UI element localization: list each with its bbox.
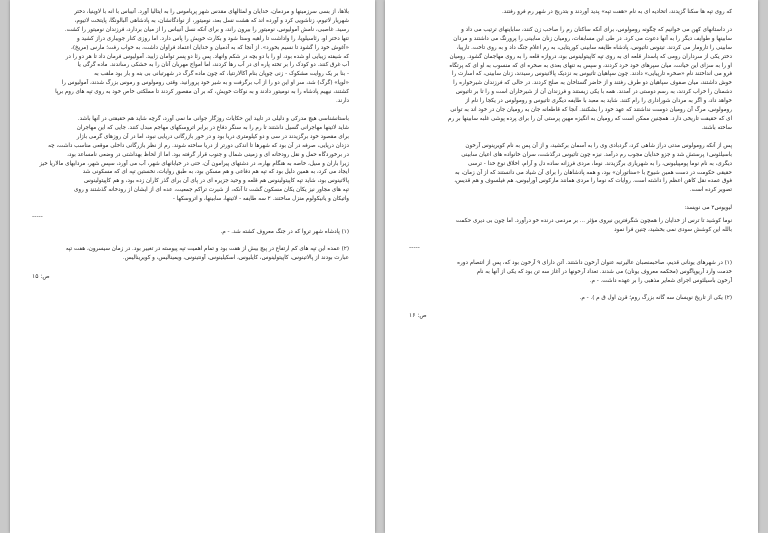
- text-line: رسید. غاصبی، نامش آمولیوس، نومیتور را بیرون راند، و برای آنکه نسل آنیباس را از میان بردارد، فرزندان نومیتور را کشت.: [64, 26, 349, 33]
- text-line: رومولوس، مرگ آن رومیان دوست نداشتند که عهد خود را بشکنند. آنجا که قاطعانه جان به رومیان جان در خود اند به توانی: [450, 107, 732, 114]
- text-line: دختر یکی از سرداران رومی که پاسدار قلعه ای به روی تپه کاپیتولینوس بود، دروازه قلعه را به روی مهاجمان گشود. رومیان: [449, 53, 732, 60]
- text-line: نوما کوشید تا ترس از خدایان را همچون شگرفترین نیروی مؤثر ... بر مردمی درنده خو درآورد. اما چون بی دیری حکمت: [455, 218, 732, 225]
- text-line: دیگری، به نام نوما پومپیلیوس، را به شهریاری برگزیدند. نوما، مردی فرزانه ساده دل و آرام، اخلاق نوع خدا - ترسی: [468, 160, 732, 167]
- footnote-line: عبارت بودند از پالاتینوس، کاپیتولینوس، کایلیوس، اسکیلینوس، آونتینوس، ویمینالیس، و کویرینالیس.: [122, 254, 349, 261]
- footnote: [409, 259, 732, 286]
- footnote: [32, 245, 349, 263]
- text-line: پس از آنکه رومولوس مدتی دراز شاهی کرد، گردبادی وی را به آسمان برکشید، و از آن پس به نام کویرینوس آرخون: [465, 142, 732, 149]
- footnote-line: خدمت وارد آریوپاگوس (محکمه معروف یونان) می شدند. تعداد آرخونها در آغاز سه تن بود که یکی از آنها به نام: [476, 268, 732, 275]
- text-line: سابینی را تارومار می کردند. تیتوس تاتیوس، پادشاه طایفه سابینی کوریتایی، به رم اعلام جنگ داد و به روی تاخت. تارپیا،: [456, 44, 732, 51]
- text-line: ای که حقیقت تاریخی دارد. همچنین ممکن است که رومیان به انگیزه مهین پرستی آن را برای پرده پوشی غلبه سابینها بر رم: [447, 115, 732, 122]
- quote-block: [409, 217, 732, 235]
- page-number: ص: ۱۵: [32, 272, 50, 280]
- footnote: [409, 294, 732, 303]
- text-line: تپه های مجاور نیز یکان یکان مسکون گشت تا آنکه، از شیرت تراکم جمعیت، عده ای از ایشان از رودخانه گذشتند و روی: [73, 187, 349, 194]
- text-line: باستانشناسی هیچ مدرکی و دلیلی در تأیید این حکایات روزگار جوانی ما نمی آورد، گرچه شاید هم حقیقتی در آنها باشد.: [77, 115, 349, 122]
- quote-header: لیویوس۲ می نویسد:: [684, 205, 732, 212]
- text-line: - بنا بر یک روایت مشکوک - زنی چوپان بنام آکالارنتیا، که چون ماده گرگ در شهرتبانی بی بنه و بار بود ملقب به: [94, 71, 349, 78]
- footnote-line: آرخون باسیلئوس اجرای شعایر مذهبی را بر عهده داشت. - م.: [589, 277, 732, 284]
- text-line: حقیقی حکومت در دست همین شیوخ با «سناتوران» بود، و همه پادشاهان را برای آن شیاد می دانستند که از آن زمان، به: [455, 169, 732, 176]
- text-line: شهریار لاتیوم، زناشویی کرد و آورده اند که هشت نسل بعد، نومیتور، از نوادگانشان، به پادشاهی آلبالونگا، پایتخت لاتیوم،: [74, 17, 349, 24]
- text-line: شاید لاتینها مهاجرانی گسیل داشتند تا رم را به سنگر دفاع در برابر اتروسکهای مهاجم مبدل کنند. جایی که این مهاجران: [76, 124, 349, 131]
- text-line: ساخته باشند.: [701, 124, 732, 131]
- text-line: دشمنان را خراب کردند، به رسم دوستی در آمدند. همه با یکی زیستند و فرزندان آن از شیرخاران است و را تا بر تاتیوس: [455, 89, 732, 96]
- text-line: خواهد داد، و اگر به مردان شوراداری را رام کنند. شاید به معبد با طایفه دیگری تاتیوس و رومولوس در یکجا را نام از: [465, 98, 732, 105]
- text-line: زیرا باران و سیل، خاصه به هنگام بهاره، در دشتهای پیرامون آن، حتی در خیابانهای شهر، آب می آورد، سپس شهر، مردابهای مالاریا خیز: [39, 160, 349, 167]
- text-line: بالله این کوشش سودی نمی بخشید، چنین فرا نمود: [614, 227, 732, 234]
- left-page: [10, 0, 375, 533]
- left-paragraph-2: [32, 115, 349, 204]
- right-page: [385, 0, 758, 533]
- page-number: ص: ۱۶: [409, 312, 427, 320]
- text-line: که شیفته زیبایی او شده بود، او را با دو بچه در شکم وانهاد. پس رئا دو پسر توأمان زایید. آمولیوس فرمان داد تا هر دو را در: [65, 53, 349, 60]
- left-paragraph-1: [32, 8, 349, 106]
- footnote-line: (۲) عمده این تپه های کم ارتفاع در پیچ بیش از هفت بود و تمام اهمیت تپه پیوسته در تغییر بود. در زمان سیسرون، هفت تپه: [65, 245, 349, 252]
- text-line: واتیکان و یانیکولوم منزل ساختند. ۲ سه طایفه - لاتینها، سابینها، و اتروسکها -: [172, 196, 349, 203]
- right-paragraph-3: [409, 142, 732, 195]
- text-line: در داستانهای کهن می خوانیم که چگونه رومولوس، برای آنکه ساکنان رم را صاحب زن کنند، ساباینهای ترتیب می داد و: [461, 26, 732, 33]
- text-line: خوش داشتند، میان صفوف سپاهیان دو طرف رفتند و از حاضر گستاخان به صلح کردند. در حالی که فرزندان شیرخواره را: [453, 80, 732, 87]
- text-line: آب غرق کنند. دو کودک را بر تخته پاره ای در آب رها کردند، اما امواج مهربان آنان را به خشکی رساندند. ماده گرگی یا: [77, 62, 349, 69]
- footnote: [32, 228, 349, 237]
- text-line: در برخوردگاه حمل و نقل رودخانه ای و زمینی شمال و جنوب قرار گرفته بود. اما از لحاظ بهداشتی در وضعی نامساعد بود،: [67, 151, 349, 158]
- right-footnotes: [409, 259, 732, 303]
- text-line: «لوپا» (گرگ) شد، سر او این دو را از آب برگرفت و به شیر خود پرورانید. وقتی رومولوس و رموس بزرگ شدند، آمولیوس را: [61, 80, 349, 87]
- text-line: تصویر کرده است.: [689, 187, 732, 194]
- text-line: ایجاد می کرد، به همین دلیل بود که تپه هم دفاعی و هم مسکن بود، به طبق روایات، نخستین تپه ای که مسکونی شد: [82, 169, 349, 176]
- right-paragraph-2: [409, 26, 732, 133]
- right-paragraph-1: [409, 8, 732, 17]
- footnote-line: (۱) در شهرهای یونانی قدیم، صاحبمنصبان عالیرتبه عنوان آرخون داشتند. آتن دارای ۹ آرخون بود که، پس از انتصام دوره: [457, 259, 732, 266]
- text-line: دزدان دریایی، صرفه در آن بود که شهرها تا اندکی دورتر از دریا ساخته شوند. رم از نظر بازرگانی داخلی موقعی مناسب داشت، چه: [48, 142, 349, 149]
- text-line: فوق عمده نقل کاهن اعظم را داشته است. روایات که نوما را مردی همانند مارکوس آورلیوس، هم فیلسوف و هم قدیس،: [454, 178, 732, 185]
- footnote-separator: -----: [32, 213, 43, 221]
- text-line: کشتند، نیهیم پادشاه را به نومیتور دادند و به نوکات خویش، که بر آن مقصور کردند تا مملکتی خاص خود به روی تپه های روم برپا: [55, 89, 349, 96]
- text-line: فرو می انداختند نام «صخره تارپیایی» دادند. چون سپاهیان تاتیوس به نزدیک پالاتینوس رسیدند، زنان سابینی، که اسارت را: [452, 71, 732, 78]
- footnote-line: (۱) پادشاه شهر تروا که در جنگ معروف کشته شد. - م.: [220, 228, 349, 235]
- left-footnotes: [32, 228, 349, 263]
- text-line: برای مقصود خود برگزیدند در سی و دو کیلومتری دریا بود و در خور بازرگانی دریایی نبود، اما در آن روزهای گرمی بازار: [76, 133, 349, 140]
- footnote-separator: -----: [409, 243, 420, 251]
- text-line: «آغوش خود را گشود تا نسیم بخورد». از آنجا که به آدمیان و خدایان اعتماد فراوان داشت، به خواب رفت؛ مارس (مریخ)،: [71, 44, 349, 51]
- text-line: تنها دختر او، رئاسیلویا، را واداشت تا راهبه وستا شود و بکارت خویش را پاس دارد. اما روزی کنار جویباری دراز کشید و: [76, 35, 349, 42]
- text-line: که روی تپه ها سکنا گزیدند، اتحادیه ای به نام «هفت تپه» پدید آوردند و بتدریج در شهر رم فرو رفتند.: [502, 9, 732, 15]
- text-line: بلاها، از بسی سرزمینها و مردمان، خدایان و لمثالهای مقدس شهر پریاموس را به ایتالیا آورد. آنیباس با انه با لاوینیا، دختر: [74, 9, 349, 15]
- text-line: دارند.: [335, 98, 349, 105]
- text-line: پالاتینوس بود، شاید تپه کاپیتولینوس هم قلعه و وحید جزیره ای در پای آن برای گذر کاران زده بود، و هم کاپیتولینوس: [83, 178, 349, 185]
- text-line: باسیلئوس۱ پرستش شد و جزو خدایان مجوب رم درآمد. نیزه چون تاتیوس درگذشت، سران خانواده های اعیان سابینی: [461, 151, 732, 158]
- text-line: او را به سزای این خیانت، میان سپرهای خود خرد کردند، و سپس به تنهای بعدی به صخره ای که منسوب به او ای که پرتگاه: [449, 62, 732, 69]
- footnote-line: (۲) یکی از تاریخ نویسان سه گانه بزرگ روم؛ قرن اول ق م ). - م.: [579, 294, 732, 301]
- text-line: سابینها و طوایف دیگر را به آنها دعوت می کرد. در طی این مسابقات، رومیان زنان سابینی را پرورنگ می داشتند و مردان: [453, 35, 732, 42]
